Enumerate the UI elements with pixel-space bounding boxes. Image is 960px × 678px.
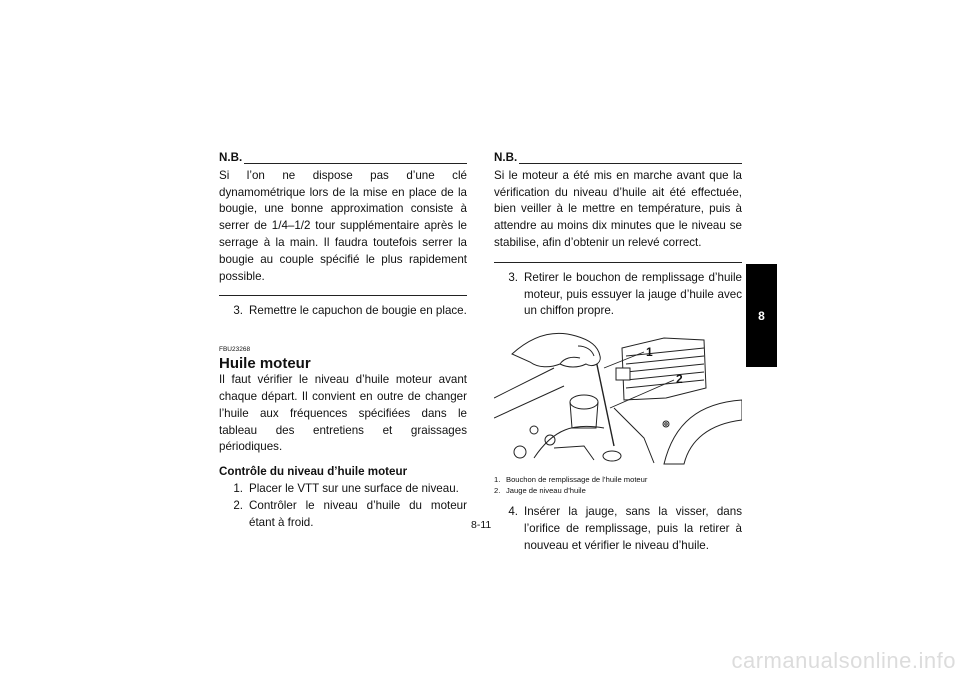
left-column (219, 150, 467, 531)
right-column (494, 150, 742, 555)
step-3: 3. Remettre le capuchon de bougie en place. (233, 304, 467, 318)
figure-label-1: 1 (646, 345, 653, 360)
fender (664, 400, 742, 464)
intro-text: Il faut vérifier le niveau d’huile moteur avant chaque départ. Il convient en outre de changer l’huile aux fréquences spécifiées dans le tableau des entretiens et graissages périodiques. (219, 373, 467, 454)
section-code: FBU23268 (219, 346, 251, 354)
oil-dipstick-illustration (494, 328, 742, 468)
nb-header (219, 150, 467, 167)
caption-1: 1. Bouchon de remplissage de l’huile moteur (494, 475, 648, 485)
nb-header (494, 150, 742, 167)
nb-title: N.B. (494, 151, 518, 164)
caption-2: 2. Jauge de niveau d’huile (494, 486, 586, 496)
nb-title: N.B. (219, 151, 243, 164)
engine-fins (616, 338, 706, 400)
nb-end-rule (219, 295, 467, 296)
section-heading: Huile moteur (219, 355, 311, 373)
watermark: carmanualsonline.info (731, 648, 956, 673)
step-1: 1. Placer le VTT sur une surface de niveau. (233, 481, 459, 495)
nb-text: Si l’on ne dispose pas d’une clé dynamométrique lors de la mise en place de la bougie, une bonne approximation consiste à serrer de 1/4–1/2 tour supplémentaire après le serrage à la main. Il faudra toutefois serrer la bougie au couple spécifié le plus rapidement possible. (219, 168, 467, 283)
chapter-tab: 8 (746, 264, 777, 367)
figure-label-2: 2 (676, 372, 683, 387)
nb-end-rule (494, 262, 742, 263)
page-number: 8-11 (471, 519, 492, 531)
step-3: 3. Retirer le bouchon de remplissage d’huile moteur, puis essuyer la jauge d’huile avec un chiffon propre. (508, 270, 742, 318)
nb-rule (244, 163, 467, 164)
subheading: Contrôle du niveau d’huile moteur (219, 465, 408, 479)
step-4: 4. Insérer la jauge, sans la visser, dans l’orifice de remplissage, puis la retirer à nouveau et vérifier le niveau d’huile. (508, 505, 742, 552)
nb-rule (519, 163, 742, 164)
dipstick (596, 360, 614, 446)
nb-text: Si le moteur a été mis en marche avant que la vérification du niveau d’huile ait été effectuée, bien veiller à le mettre en température, puis à attendre au moins dix minutes que le niveau se stabilise, afin d’obtenir un relevé correct. (494, 168, 742, 249)
step-2: 2. Contrôler le niveau d’huile du moteur étant à froid. (233, 498, 467, 529)
hand (512, 334, 600, 368)
